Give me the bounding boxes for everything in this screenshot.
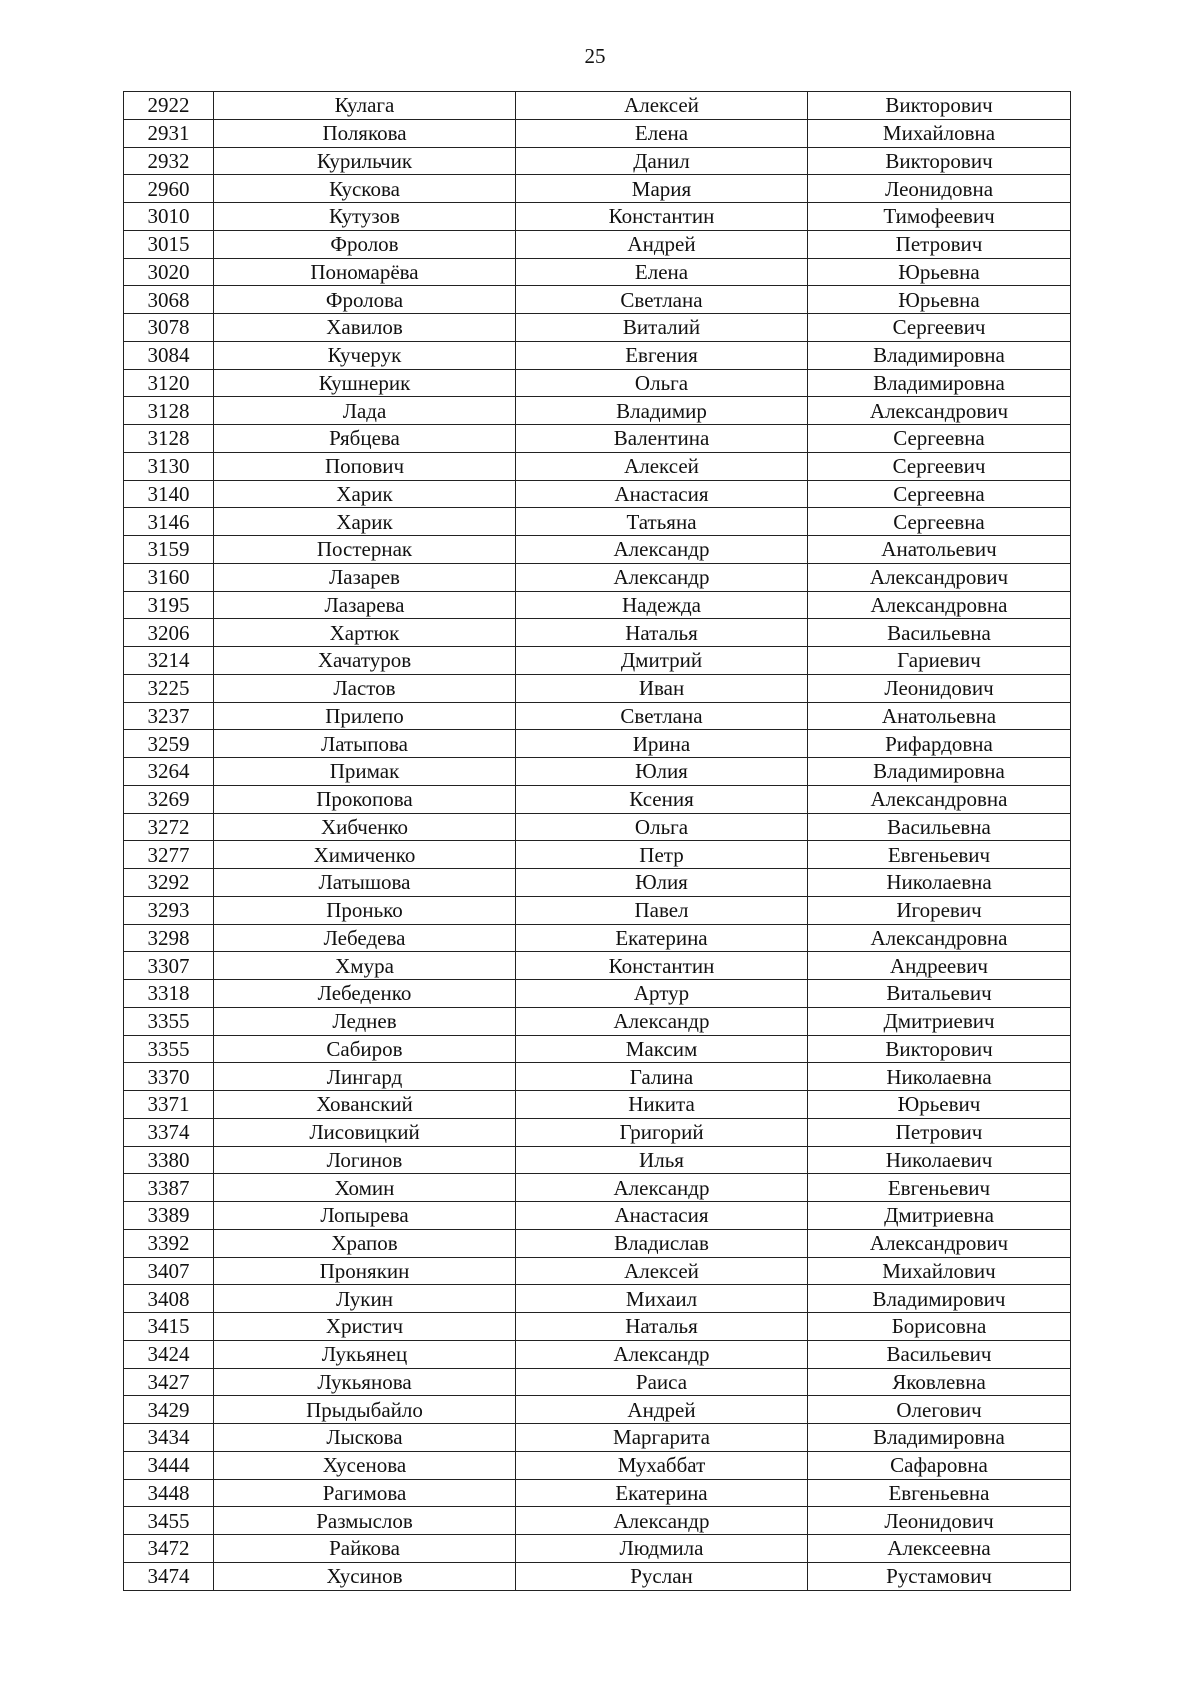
last-name-cell: Кушнерик bbox=[214, 369, 516, 397]
record-number-cell: 3237 bbox=[124, 702, 214, 730]
record-number-cell: 3068 bbox=[124, 286, 214, 314]
last-name-cell: Харик bbox=[214, 480, 516, 508]
table-row bbox=[124, 369, 1071, 397]
record-number-cell: 3427 bbox=[124, 1368, 214, 1396]
last-name-cell: Хавилов bbox=[214, 314, 516, 342]
first-name-cell: Наталья bbox=[516, 619, 808, 647]
table-row bbox=[124, 1146, 1071, 1174]
last-name-cell: Прыдыбайло bbox=[214, 1396, 516, 1424]
record-number-cell: 3277 bbox=[124, 841, 214, 869]
first-name-cell: Александр bbox=[516, 1507, 808, 1535]
record-number-cell: 3408 bbox=[124, 1285, 214, 1313]
record-number-cell: 3225 bbox=[124, 674, 214, 702]
table-row bbox=[124, 1035, 1071, 1063]
table-row bbox=[124, 175, 1071, 203]
last-name-cell: Фролова bbox=[214, 286, 516, 314]
last-name-cell: Кулага bbox=[214, 92, 516, 120]
last-name-cell: Харик bbox=[214, 508, 516, 536]
last-name-cell: Лебедева bbox=[214, 924, 516, 952]
patronymic-cell: Владимировна bbox=[808, 758, 1071, 786]
record-number-cell: 3259 bbox=[124, 730, 214, 758]
table-row bbox=[124, 230, 1071, 258]
record-number-cell: 3355 bbox=[124, 1035, 214, 1063]
record-number-cell: 3434 bbox=[124, 1424, 214, 1452]
patronymic-cell: Сергеевич bbox=[808, 314, 1071, 342]
record-number-cell: 3084 bbox=[124, 341, 214, 369]
roster-table bbox=[123, 91, 1071, 1591]
first-name-cell: Александр bbox=[516, 1007, 808, 1035]
last-name-cell: Лингард bbox=[214, 1063, 516, 1091]
record-number-cell: 3128 bbox=[124, 397, 214, 425]
last-name-cell: Логинов bbox=[214, 1146, 516, 1174]
record-number-cell: 3020 bbox=[124, 258, 214, 286]
patronymic-cell: Николаевич bbox=[808, 1146, 1071, 1174]
table-row bbox=[124, 1368, 1071, 1396]
record-number-cell: 3474 bbox=[124, 1562, 214, 1590]
table-row bbox=[124, 1063, 1071, 1091]
first-name-cell: Данил bbox=[516, 147, 808, 175]
record-number-cell: 3292 bbox=[124, 869, 214, 897]
table-row bbox=[124, 480, 1071, 508]
first-name-cell: Ольга bbox=[516, 813, 808, 841]
patronymic-cell: Владимировна bbox=[808, 341, 1071, 369]
first-name-cell: Евгения bbox=[516, 341, 808, 369]
patronymic-cell: Анатольевна bbox=[808, 702, 1071, 730]
first-name-cell: Григорий bbox=[516, 1118, 808, 1146]
first-name-cell: Илья bbox=[516, 1146, 808, 1174]
patronymic-cell: Александровна bbox=[808, 591, 1071, 619]
record-number-cell: 3424 bbox=[124, 1340, 214, 1368]
table-row bbox=[124, 980, 1071, 1008]
first-name-cell: Валентина bbox=[516, 425, 808, 453]
last-name-cell: Прокопова bbox=[214, 785, 516, 813]
first-name-cell: Анастасия bbox=[516, 480, 808, 508]
record-number-cell: 3078 bbox=[124, 314, 214, 342]
table-row bbox=[124, 730, 1071, 758]
patronymic-cell: Евгеньевич bbox=[808, 1174, 1071, 1202]
first-name-cell: Александр bbox=[516, 536, 808, 564]
table-row bbox=[124, 1479, 1071, 1507]
first-name-cell: Елена bbox=[516, 119, 808, 147]
last-name-cell: Хартюк bbox=[214, 619, 516, 647]
table-row bbox=[124, 92, 1071, 120]
table-row bbox=[124, 1229, 1071, 1257]
patronymic-cell: Леонидович bbox=[808, 674, 1071, 702]
patronymic-cell: Андреевич bbox=[808, 952, 1071, 980]
first-name-cell: Константин bbox=[516, 952, 808, 980]
record-number-cell: 3140 bbox=[124, 480, 214, 508]
record-number-cell: 3195 bbox=[124, 591, 214, 619]
record-number-cell: 3448 bbox=[124, 1479, 214, 1507]
table-row bbox=[124, 758, 1071, 786]
roster-table-body bbox=[124, 92, 1071, 1591]
record-number-cell: 2932 bbox=[124, 147, 214, 175]
first-name-cell: Людмила bbox=[516, 1535, 808, 1563]
table-row bbox=[124, 702, 1071, 730]
patronymic-cell: Сергеевна bbox=[808, 425, 1071, 453]
record-number-cell: 3010 bbox=[124, 203, 214, 231]
record-number-cell: 2960 bbox=[124, 175, 214, 203]
last-name-cell: Хусинов bbox=[214, 1562, 516, 1590]
table-row bbox=[124, 1257, 1071, 1285]
record-number-cell: 3160 bbox=[124, 563, 214, 591]
patronymic-cell: Александрович bbox=[808, 563, 1071, 591]
patronymic-cell: Алексеевна bbox=[808, 1535, 1071, 1563]
table-row bbox=[124, 1202, 1071, 1230]
table-row bbox=[124, 563, 1071, 591]
table-row bbox=[124, 591, 1071, 619]
record-number-cell: 3392 bbox=[124, 1229, 214, 1257]
first-name-cell: Надежда bbox=[516, 591, 808, 619]
record-number-cell: 3120 bbox=[124, 369, 214, 397]
last-name-cell: Рагимова bbox=[214, 1479, 516, 1507]
table-row bbox=[124, 813, 1071, 841]
table-row bbox=[124, 1562, 1071, 1590]
first-name-cell: Андрей bbox=[516, 230, 808, 258]
last-name-cell: Лопырева bbox=[214, 1202, 516, 1230]
record-number-cell: 3472 bbox=[124, 1535, 214, 1563]
first-name-cell: Андрей bbox=[516, 1396, 808, 1424]
last-name-cell: Размыслов bbox=[214, 1507, 516, 1535]
last-name-cell: Хусенова bbox=[214, 1451, 516, 1479]
record-number-cell: 3146 bbox=[124, 508, 214, 536]
last-name-cell: Лебеденко bbox=[214, 980, 516, 1008]
table-row bbox=[124, 147, 1071, 175]
patronymic-cell: Васильевна bbox=[808, 619, 1071, 647]
record-number-cell: 3407 bbox=[124, 1257, 214, 1285]
last-name-cell: Пономарёва bbox=[214, 258, 516, 286]
last-name-cell: Кутузов bbox=[214, 203, 516, 231]
table-row bbox=[124, 1313, 1071, 1341]
record-number-cell: 3264 bbox=[124, 758, 214, 786]
last-name-cell: Пронько bbox=[214, 896, 516, 924]
first-name-cell: Мухаббат bbox=[516, 1451, 808, 1479]
table-row bbox=[124, 952, 1071, 980]
record-number-cell: 3380 bbox=[124, 1146, 214, 1174]
first-name-cell: Павел bbox=[516, 896, 808, 924]
table-row bbox=[124, 647, 1071, 675]
last-name-cell: Латыпова bbox=[214, 730, 516, 758]
patronymic-cell: Петрович bbox=[808, 1118, 1071, 1146]
last-name-cell: Лада bbox=[214, 397, 516, 425]
last-name-cell: Хачатуров bbox=[214, 647, 516, 675]
table-row bbox=[124, 1285, 1071, 1313]
patronymic-cell: Сафаровна bbox=[808, 1451, 1071, 1479]
patronymic-cell: Владимирович bbox=[808, 1285, 1071, 1313]
last-name-cell: Лукьянец bbox=[214, 1340, 516, 1368]
first-name-cell: Алексей bbox=[516, 1257, 808, 1285]
patronymic-cell: Анатольевич bbox=[808, 536, 1071, 564]
patronymic-cell: Михайлович bbox=[808, 1257, 1071, 1285]
patronymic-cell: Сергеевна bbox=[808, 508, 1071, 536]
first-name-cell: Ксения bbox=[516, 785, 808, 813]
first-name-cell: Раиса bbox=[516, 1368, 808, 1396]
record-number-cell: 3415 bbox=[124, 1313, 214, 1341]
record-number-cell: 3128 bbox=[124, 425, 214, 453]
patronymic-cell: Николаевна bbox=[808, 1063, 1071, 1091]
last-name-cell: Лыскова bbox=[214, 1424, 516, 1452]
record-number-cell: 2931 bbox=[124, 119, 214, 147]
record-number-cell: 3015 bbox=[124, 230, 214, 258]
last-name-cell: Ластов bbox=[214, 674, 516, 702]
record-number-cell: 3371 bbox=[124, 1091, 214, 1119]
first-name-cell: Александр bbox=[516, 563, 808, 591]
patronymic-cell: Дмитриевич bbox=[808, 1007, 1071, 1035]
last-name-cell: Райкова bbox=[214, 1535, 516, 1563]
record-number-cell: 3159 bbox=[124, 536, 214, 564]
patronymic-cell: Витальевич bbox=[808, 980, 1071, 1008]
table-row bbox=[124, 1451, 1071, 1479]
last-name-cell: Химиченко bbox=[214, 841, 516, 869]
table-row bbox=[124, 1118, 1071, 1146]
table-row bbox=[124, 314, 1071, 342]
last-name-cell: Пронякин bbox=[214, 1257, 516, 1285]
patronymic-cell: Евгеньевич bbox=[808, 841, 1071, 869]
last-name-cell: Лазарева bbox=[214, 591, 516, 619]
first-name-cell: Ирина bbox=[516, 730, 808, 758]
last-name-cell: Леднев bbox=[214, 1007, 516, 1035]
patronymic-cell: Гариевич bbox=[808, 647, 1071, 675]
table-row bbox=[124, 341, 1071, 369]
last-name-cell: Постернак bbox=[214, 536, 516, 564]
patronymic-cell: Петрович bbox=[808, 230, 1071, 258]
last-name-cell: Прилепо bbox=[214, 702, 516, 730]
patronymic-cell: Борисовна bbox=[808, 1313, 1071, 1341]
first-name-cell: Владислав bbox=[516, 1229, 808, 1257]
patronymic-cell: Викторович bbox=[808, 147, 1071, 175]
first-name-cell: Дмитрий bbox=[516, 647, 808, 675]
last-name-cell: Лисовицкий bbox=[214, 1118, 516, 1146]
table-row bbox=[124, 1007, 1071, 1035]
first-name-cell: Константин bbox=[516, 203, 808, 231]
table-row bbox=[124, 785, 1071, 813]
patronymic-cell: Дмитриевна bbox=[808, 1202, 1071, 1230]
first-name-cell: Анастасия bbox=[516, 1202, 808, 1230]
table-row bbox=[124, 869, 1071, 897]
last-name-cell: Лукин bbox=[214, 1285, 516, 1313]
patronymic-cell: Олегович bbox=[808, 1396, 1071, 1424]
record-number-cell: 3293 bbox=[124, 896, 214, 924]
first-name-cell: Светлана bbox=[516, 286, 808, 314]
patronymic-cell: Рустамович bbox=[808, 1562, 1071, 1590]
patronymic-cell: Александровна bbox=[808, 785, 1071, 813]
record-number-cell: 3374 bbox=[124, 1118, 214, 1146]
first-name-cell: Наталья bbox=[516, 1313, 808, 1341]
record-number-cell: 3269 bbox=[124, 785, 214, 813]
patronymic-cell: Васильевич bbox=[808, 1340, 1071, 1368]
last-name-cell: Христич bbox=[214, 1313, 516, 1341]
patronymic-cell: Евгеньевна bbox=[808, 1479, 1071, 1507]
first-name-cell: Галина bbox=[516, 1063, 808, 1091]
last-name-cell: Фролов bbox=[214, 230, 516, 258]
patronymic-cell: Юрьевич bbox=[808, 1091, 1071, 1119]
table-row bbox=[124, 508, 1071, 536]
record-number-cell: 3298 bbox=[124, 924, 214, 952]
record-number-cell: 3429 bbox=[124, 1396, 214, 1424]
table-row bbox=[124, 1424, 1071, 1452]
first-name-cell: Артур bbox=[516, 980, 808, 1008]
first-name-cell: Виталий bbox=[516, 314, 808, 342]
patronymic-cell: Александровна bbox=[808, 924, 1071, 952]
record-number-cell: 3370 bbox=[124, 1063, 214, 1091]
patronymic-cell: Сергеевич bbox=[808, 452, 1071, 480]
record-number-cell: 3355 bbox=[124, 1007, 214, 1035]
table-row bbox=[124, 674, 1071, 702]
last-name-cell: Хомин bbox=[214, 1174, 516, 1202]
first-name-cell: Михаил bbox=[516, 1285, 808, 1313]
table-row bbox=[124, 1174, 1071, 1202]
record-number-cell: 3444 bbox=[124, 1451, 214, 1479]
patronymic-cell: Юрьевна bbox=[808, 258, 1071, 286]
record-number-cell: 3272 bbox=[124, 813, 214, 841]
patronymic-cell: Леонидович bbox=[808, 1507, 1071, 1535]
record-number-cell: 3318 bbox=[124, 980, 214, 1008]
page-number: 25 bbox=[584, 44, 606, 68]
last-name-cell: Хмура bbox=[214, 952, 516, 980]
table-row bbox=[124, 1535, 1071, 1563]
patronymic-cell: Михайловна bbox=[808, 119, 1071, 147]
record-number-cell: 3130 bbox=[124, 452, 214, 480]
first-name-cell: Мария bbox=[516, 175, 808, 203]
record-number-cell: 3387 bbox=[124, 1174, 214, 1202]
patronymic-cell: Яковлевна bbox=[808, 1368, 1071, 1396]
record-number-cell: 3307 bbox=[124, 952, 214, 980]
table-row bbox=[124, 397, 1071, 425]
first-name-cell: Екатерина bbox=[516, 924, 808, 952]
table-row bbox=[124, 452, 1071, 480]
patronymic-cell: Владимировна bbox=[808, 369, 1071, 397]
first-name-cell: Алексей bbox=[516, 92, 808, 120]
patronymic-cell: Александрович bbox=[808, 1229, 1071, 1257]
first-name-cell: Светлана bbox=[516, 702, 808, 730]
first-name-cell: Ольга bbox=[516, 369, 808, 397]
patronymic-cell: Игоревич bbox=[808, 896, 1071, 924]
table-row bbox=[124, 1340, 1071, 1368]
first-name-cell: Александр bbox=[516, 1174, 808, 1202]
record-number-cell: 2922 bbox=[124, 92, 214, 120]
patronymic-cell: Владимировна bbox=[808, 1424, 1071, 1452]
first-name-cell: Максим bbox=[516, 1035, 808, 1063]
first-name-cell: Владимир bbox=[516, 397, 808, 425]
first-name-cell: Юлия bbox=[516, 869, 808, 897]
table-row bbox=[124, 841, 1071, 869]
patronymic-cell: Васильевна bbox=[808, 813, 1071, 841]
last-name-cell: Лукьянова bbox=[214, 1368, 516, 1396]
first-name-cell: Александр bbox=[516, 1340, 808, 1368]
first-name-cell: Алексей bbox=[516, 452, 808, 480]
table-row bbox=[124, 896, 1071, 924]
first-name-cell: Руслан bbox=[516, 1562, 808, 1590]
last-name-cell: Сабиров bbox=[214, 1035, 516, 1063]
record-number-cell: 3389 bbox=[124, 1202, 214, 1230]
table-row bbox=[124, 619, 1071, 647]
last-name-cell: Полякова bbox=[214, 119, 516, 147]
last-name-cell: Примак bbox=[214, 758, 516, 786]
first-name-cell: Юлия bbox=[516, 758, 808, 786]
last-name-cell: Кучерук bbox=[214, 341, 516, 369]
table-row bbox=[124, 924, 1071, 952]
patronymic-cell: Рифардовна bbox=[808, 730, 1071, 758]
table-row bbox=[124, 286, 1071, 314]
last-name-cell: Кускова bbox=[214, 175, 516, 203]
first-name-cell: Татьяна bbox=[516, 508, 808, 536]
patronymic-cell: Тимофеевич bbox=[808, 203, 1071, 231]
last-name-cell: Хибченко bbox=[214, 813, 516, 841]
table-row bbox=[124, 536, 1071, 564]
patronymic-cell: Юрьевна bbox=[808, 286, 1071, 314]
patronymic-cell: Николаевна bbox=[808, 869, 1071, 897]
first-name-cell: Маргарита bbox=[516, 1424, 808, 1452]
patronymic-cell: Леонидовна bbox=[808, 175, 1071, 203]
patronymic-cell: Викторович bbox=[808, 1035, 1071, 1063]
first-name-cell: Екатерина bbox=[516, 1479, 808, 1507]
table-row bbox=[124, 1396, 1071, 1424]
last-name-cell: Попович bbox=[214, 452, 516, 480]
first-name-cell: Иван bbox=[516, 674, 808, 702]
table-row bbox=[124, 258, 1071, 286]
table-row bbox=[124, 203, 1071, 231]
patronymic-cell: Викторович bbox=[808, 92, 1071, 120]
table-row bbox=[124, 119, 1071, 147]
last-name-cell: Рябцева bbox=[214, 425, 516, 453]
record-number-cell: 3206 bbox=[124, 619, 214, 647]
last-name-cell: Латышова bbox=[214, 869, 516, 897]
first-name-cell: Петр bbox=[516, 841, 808, 869]
patronymic-cell: Александрович bbox=[808, 397, 1071, 425]
first-name-cell: Никита bbox=[516, 1091, 808, 1119]
last-name-cell: Курильчик bbox=[214, 147, 516, 175]
last-name-cell: Хованский bbox=[214, 1091, 516, 1119]
table-row bbox=[124, 1091, 1071, 1119]
last-name-cell: Лазарев bbox=[214, 563, 516, 591]
table-row bbox=[124, 1507, 1071, 1535]
table-row bbox=[124, 425, 1071, 453]
first-name-cell: Елена bbox=[516, 258, 808, 286]
patronymic-cell: Сергеевна bbox=[808, 480, 1071, 508]
record-number-cell: 3214 bbox=[124, 647, 214, 675]
last-name-cell: Храпов bbox=[214, 1229, 516, 1257]
record-number-cell: 3455 bbox=[124, 1507, 214, 1535]
